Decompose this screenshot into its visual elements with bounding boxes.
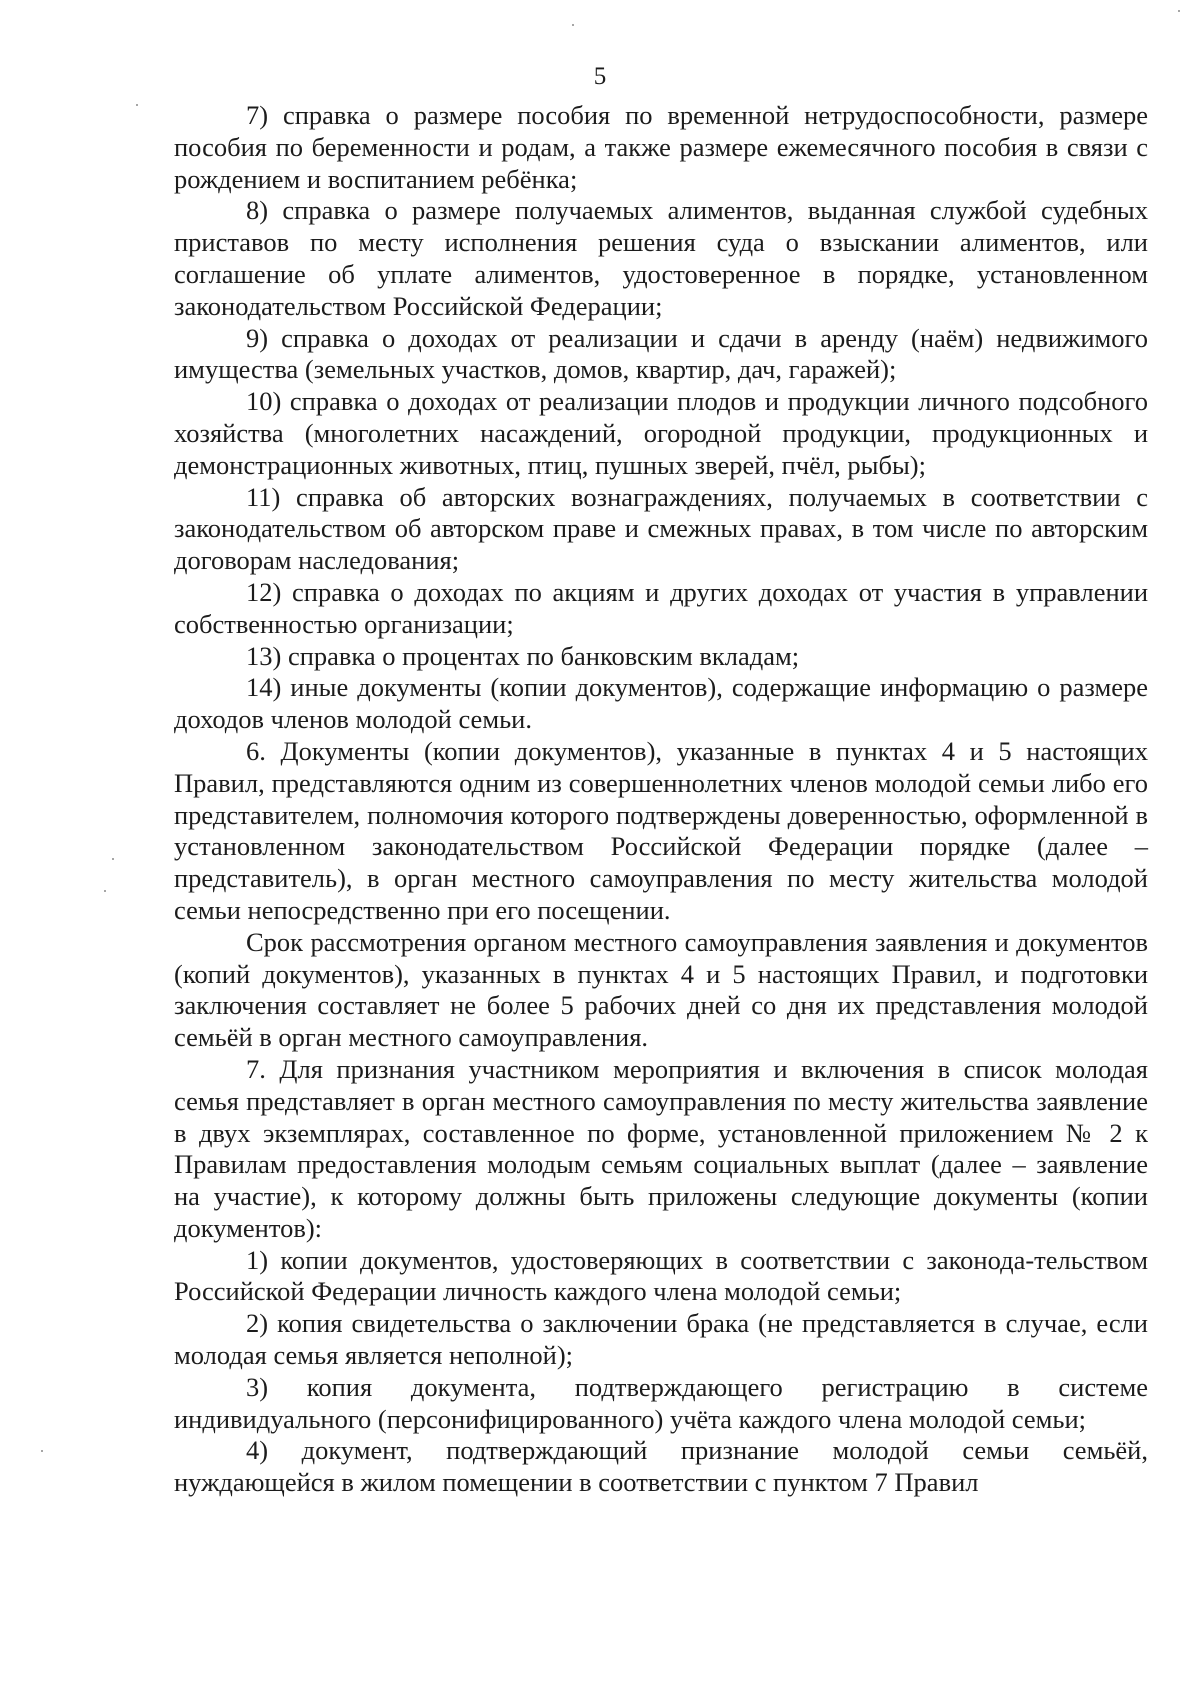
page-number: 5 xyxy=(593,63,607,90)
paragraph-review-period: Срок рассмотрения органом местного самоуправления заявления и документов (копий документов), указанных в пунктах 4 и 5 настоящих Правил, и подготовки заключения составляет не более 5 рабочих дней со дня их представления молодой семьёй в орган местного самоуправления. xyxy=(174,926,1148,1053)
scan-speck xyxy=(136,104,138,106)
paragraph-list-item-1: 1) копии документов, удостоверяющих в соответствии с законода-тельством Российской Федерации личность каждого члена молодой семьи; xyxy=(174,1244,1148,1307)
paragraph-item-10: 10) справка о доходах от реализации плодов и продукции личного подсобного хозяйства (многолетних насаждений, огородной продукции, продукционных и демонстрационных животных, птиц, пушных зверей, пчёл, рыбы); xyxy=(174,386,1148,480)
paragraph-list-item-3: 3) копия документа, подтверждающего регистрацию в системе индивидуального (персонифицированного) учёта каждого члена молодой семьи; xyxy=(174,1371,1148,1434)
paragraph-item-14: 14) иные документы (копии документов), содержащие информацию о размере доходов членов молодой семьи. xyxy=(174,672,1148,735)
scan-speck xyxy=(112,858,114,860)
paragraph-clause-6: 6. Документы (копии документов), указанные в пунктах 4 и 5 настоящих Правил, представляются одним из совершеннолетних членов молодой семьи либо его представителем, полномочия которого подтверждены доверенностью, оформленной в установленном законодательством Российской Федерации порядке (далее – представитель), в орган местного самоуправления по месту жительства молодой семьи непосредственно при его посещении. xyxy=(174,735,1148,925)
scan-speck xyxy=(104,890,106,892)
paragraph-item-7: 7) справка о размере пособия по временной нетрудоспособности, размере пособия по беременности и родам, а также размере ежемесячного пособия в связи с рождением и воспитанием ребёнка; xyxy=(174,100,1148,194)
paragraph-item-8: 8) справка о размере получаемых алиментов, выданная службой судебных приставов по месту исполнения решения суда о взыскании алиментов, или соглашение об уплате алиментов, удостоверенное в порядке, установленном законодательством Российской Федерации; xyxy=(174,195,1148,321)
scan-speck xyxy=(1178,10,1180,12)
paragraph-clause-7: 7. Для признания участником мероприятия и включения в список молодая семья представляет в орган местного самоуправления по месту жительства заявление в двух экземплярах, составленное по форме, установленной приложением № 2 к Правилам предоставления молодым семьям социальных выплат (далее – заявление на участие), к которому должны быть приложены следующие документы (копии документов): xyxy=(174,1053,1148,1243)
document-body xyxy=(174,100,1148,1499)
paragraph-list-item-4: 4) документ, подтверждающий признание молодой семьи семьёй, нуждающейся в жилом помещении в соответствии с пунктом 7 Правил xyxy=(174,1435,1148,1498)
scan-speck xyxy=(41,1450,43,1452)
paragraph-list-item-2: 2) копия свидетельства о заключении брака (не представляется в случае, если молодая семья является неполной); xyxy=(174,1308,1148,1371)
paragraph-item-11: 11) справка об авторских вознаграждениях, получаемых в соответствии с законодательством об авторском праве и смежных правах, в том числе по авторским договорам наследования; xyxy=(174,481,1148,576)
paragraph-item-13: 13) справка о процентах по банковским вкладам; xyxy=(246,640,800,671)
scan-speck xyxy=(572,24,574,26)
paragraph-item-12: 12) справка о доходах по акциям и других доходах от участия в управлении собственностью организации; xyxy=(174,576,1148,639)
paragraph-item-9: 9) справка о доходах от реализации и сдачи в аренду (наём) недвижимого имущества (земельных участков, домов, квартир, дач, гаражей); xyxy=(174,322,1148,385)
